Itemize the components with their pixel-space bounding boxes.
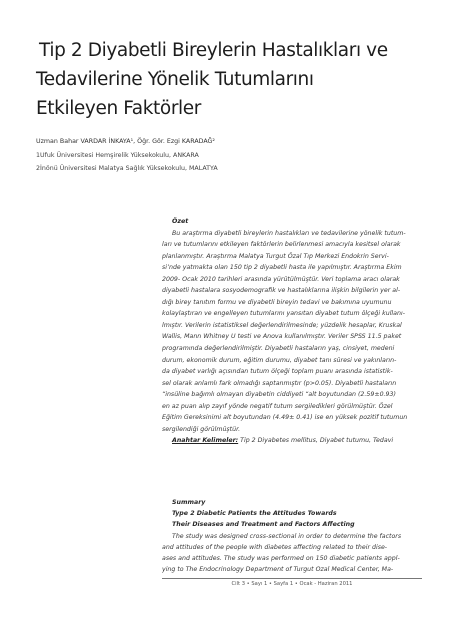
- page-footer: Cilt 3 • Sayı 1 • Sayfa 1 • Ocak - Haziran 2011: [231, 581, 353, 587]
- abstract-line: 2009- Ocak 2010 tarihleri arasında yürütülmüştür. Veri toplama aracı olarak: [162, 275, 400, 283]
- abstract-line: sel olarak anlamlı fark olmadığı saptanmıştır (p>0.05). Diyabetli hastaların: [162, 379, 397, 387]
- title-line: Tip 2 Diyabetli Bireylerin Hastalıkları ve: [39, 40, 388, 61]
- keywords-label: Anahtar Kelimeler:: [172, 437, 239, 445]
- title-line: Tedavilerine Yönelik Tutumlarını: [36, 69, 314, 90]
- abstract-line: si’nde yatmakta olan 150 tip 2 diyabetli hasta ile yapılmıştır. Araştırma Ekim: [162, 264, 402, 272]
- footer-divider: [162, 578, 422, 579]
- affiliation-1: 1Ufuk Üniversitesi Hemşirelik Yüksekokulu, ANKARA: [36, 152, 199, 159]
- abstract: [162, 216, 428, 447]
- title-line: Etkileyen Faktörler: [36, 98, 201, 119]
- summary: [162, 497, 430, 575]
- abstract-line: durum, ekonomik durum, eğitim durumu, diyabet tanı süresi ve yakınların-: [162, 356, 397, 364]
- summary-heading: Summary: [172, 499, 206, 506]
- keywords: Tip 2 Diyabetes mellitus, Diyabet tutumu, Tedavi: [238, 437, 394, 445]
- abstract-line: planlanmıştır. Araştırma Malatya Turgut Özal Tıp Merkezi Endokrin Servi-: [162, 252, 389, 260]
- abstract-line: ları ve tutumlarını etkileyen faktörlerin belirlenmesi amacıyla kesitsel olarak: [162, 241, 401, 249]
- abstract-line: da diyabet varlığı açısından tutum ölçeği toplam puanı arasında istatistik-: [162, 368, 393, 376]
- abstract-line: sergilendiği görülmüştür.: [162, 425, 241, 433]
- keywords-line: [162, 435, 428, 447]
- authors: Uzman Bahar VARDAR İNKAYA¹, Öğr. Gör. Ezgi KARADAĞ²: [36, 138, 215, 145]
- abstract-line: Bu araştırma diyabetli bireylerin hastalıkları ve tedavilerine yönelik tutum-: [172, 229, 406, 237]
- abstract-line: lmıştır. Verilerin istatistiksel değerlendirilmesinde; yüzdelik hesaplar, Kruskal: [162, 321, 402, 329]
- abstract-line: kolaylaştıran ve engelleyen tutumlarını yansıtan diyabet tutum ölçeği kullanı-: [162, 310, 405, 318]
- abstract-line: Eğitim Gereksinimi alt boyutundan (4.49± 0.41) ise en yüksek pozitif tutumun: [162, 414, 408, 422]
- summary-title-line: Their Diseases and Treatment and Factors Affecting: [172, 521, 355, 529]
- summary-line: and attitudes of the people with diabetes affecting related to their dise-: [162, 543, 388, 551]
- affiliation-2: 2İnönü Üniversitesi Malatya Sağlık Yüksekokulu, MALATYA: [36, 165, 218, 172]
- abstract-line: programında değerlendirilmiştir. Diyabetli hastaların yaş, cinsiyet, medeni: [162, 345, 395, 353]
- abstract-line: diyabetli hastalara sosyodemografik ve hastalıklarına ilişkin bilgilerin yer al-: [162, 287, 401, 295]
- abstract-line: “insüline bağımlı olmayan diyabetin ciddiyeti “alt boyutundan (2.59±0.93): [162, 391, 396, 399]
- abstract-line: dığı birey tanıtım formu ve diyabetli bireyin tedavi ve bakımına uyumunu: [162, 298, 392, 306]
- summary-line: ases and attitudes. The study was performed on 150 diabetic patients appl-: [162, 555, 400, 563]
- summary-line: ying to The Endocrinology Department of Turgut Ozal Medical Center, Ma-: [162, 566, 394, 574]
- summary-line: The study was designed cross-sectional in order to determine the factors: [172, 532, 402, 540]
- abstract-line: Wallis, Mann Whitney U testi ve Anova kullanılmıştır. Veriler SPSS 11.5 paket: [162, 333, 402, 341]
- abstract-heading: Özet: [172, 218, 189, 225]
- article-title: [36, 36, 436, 123]
- summary-title-line: Type 2 Diabetic Patients the Attitudes Towards: [172, 510, 337, 518]
- abstract-line: en az puan alıp zayıf yönde negatif tutum sergiledikleri görülmüştür. Özel: [162, 402, 393, 410]
